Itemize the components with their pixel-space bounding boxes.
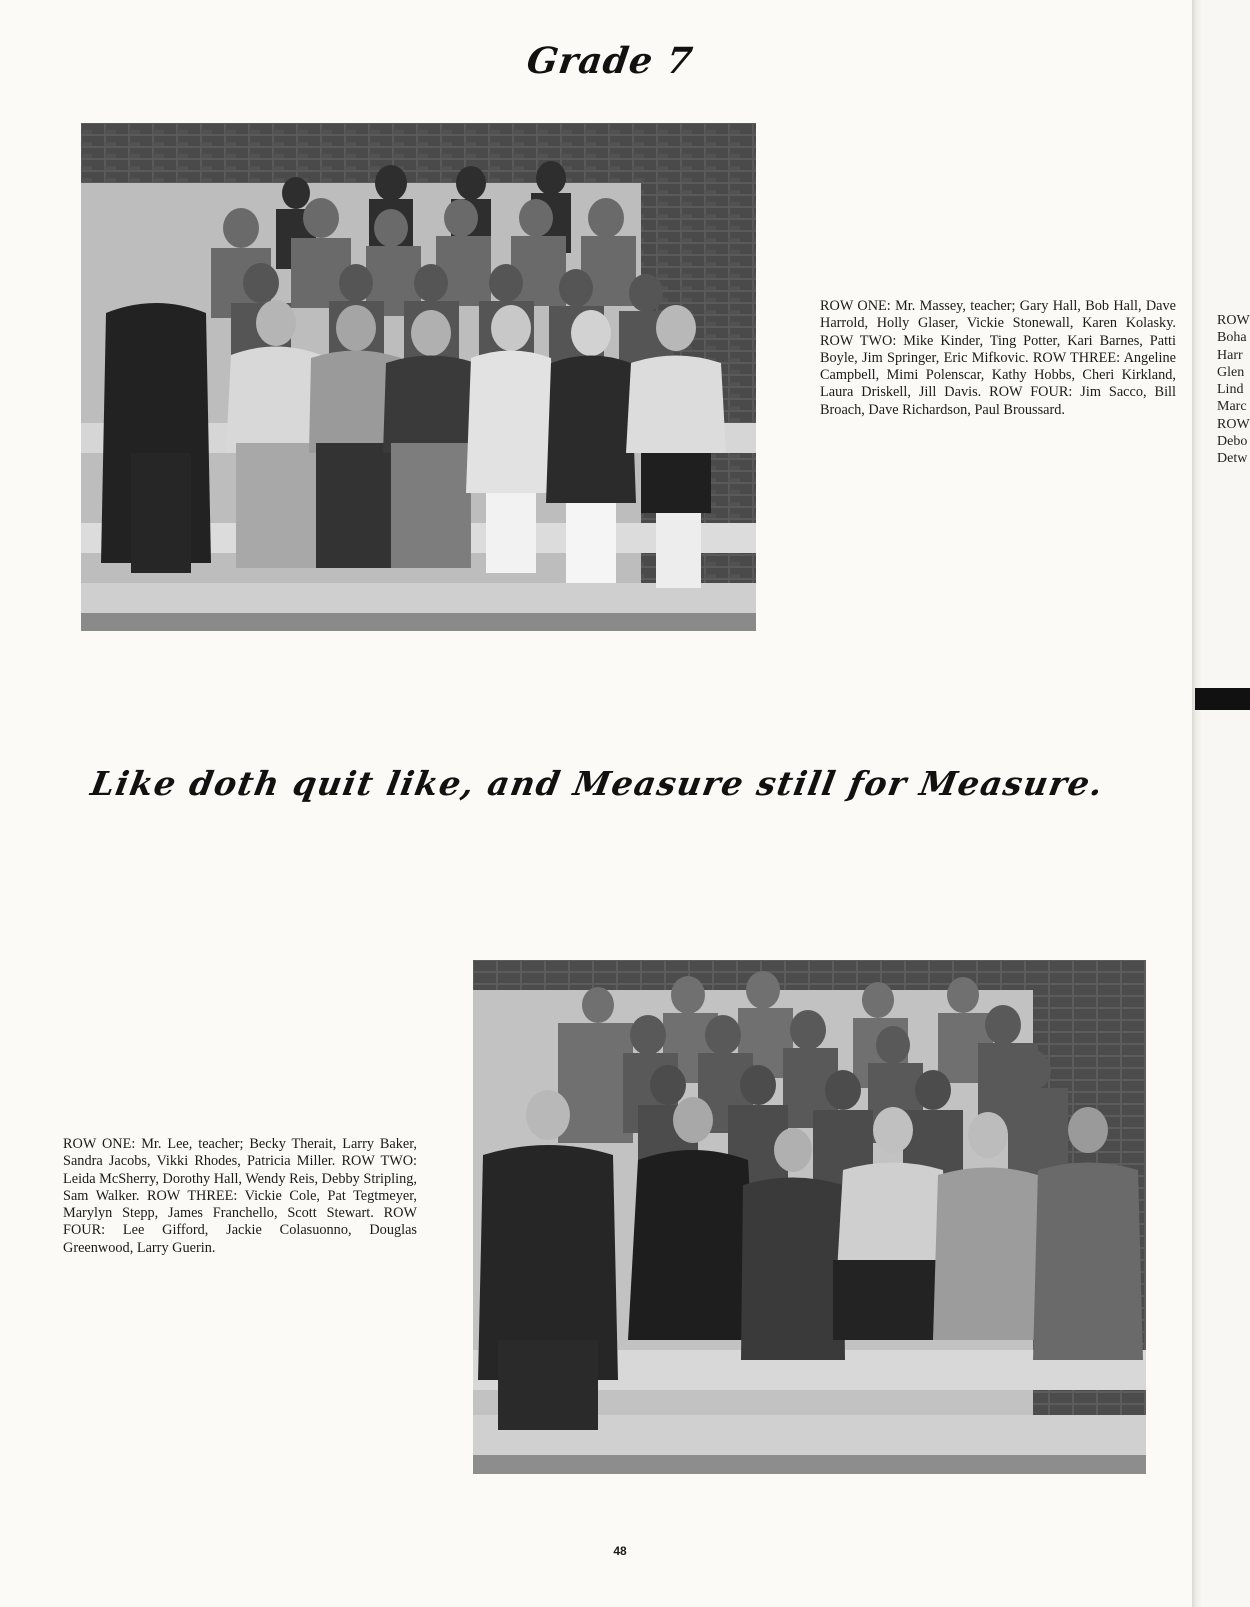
class-photo-massey [81, 123, 756, 631]
class-photo-lee [473, 960, 1146, 1474]
adjacent-page-line: Boha [1217, 330, 1247, 346]
class-photo-lee-caption: ROW ONE: Mr. Lee, teacher; Becky Therait, Larry Baker, Sandra Jacobs, Vikki Rhodes, Patricia Miller. ROW TWO: Leida McSherry, Dorothy Hall, Wendy Reis, Debby Stripling, Sam Walker. ROW THREE: Vickie Cole, Pat Tegtmeyer, Marylyn Stepp, James Franchello, Scott Stewart. ROW FOUR: Lee Gifford, Jackie Colasuonno, Douglas Greenwood, Larry Guerin. [63, 1136, 417, 1256]
class-photo-massey-image [81, 123, 756, 631]
page-number: 48 [613, 1544, 627, 1558]
adjacent-page-line: Glen [1217, 364, 1245, 380]
adjacent-page-line: ROW [1217, 313, 1250, 328]
page-title: Grade 7 [524, 40, 696, 82]
adjacent-page-line: Harr [1217, 347, 1243, 363]
motto-quote: Like doth quit like, and Measure still for Measure. [87, 764, 1108, 803]
adjacent-page-line: ROW [1217, 416, 1250, 432]
adjacent-page-text [1217, 312, 1250, 468]
class-photo-massey-caption: ROW ONE: Mr. Massey, teacher; Gary Hall, Bob Hall, Dave Harrold, Holly Glaser, Vickie Stonewall, Karen Kolasky. ROW TWO: Mike Kinder, Ting Potter, Kari Barnes, Patti Boyle, Jim Springer, Eric Mifkovic. ROW THREE: Angeline Campbell, Mimi Polenscar, Kathy Hobbs, Cheri Kirkland, Laura Driskell, Jill Davis. ROW FOUR: Jim Sacco, Bill Broach, Dave Richardson, Paul Broussard. [820, 298, 1176, 418]
adjacent-page-line: Lind [1217, 382, 1244, 398]
page-gutter [1192, 0, 1250, 1607]
adjacent-page-line: Marc [1217, 399, 1247, 415]
adjacent-page-line: Debo [1217, 434, 1248, 450]
adjacent-page-line: Detw [1217, 451, 1248, 467]
class-photo-lee-image [473, 960, 1146, 1474]
adjacent-page-band [1195, 688, 1250, 710]
